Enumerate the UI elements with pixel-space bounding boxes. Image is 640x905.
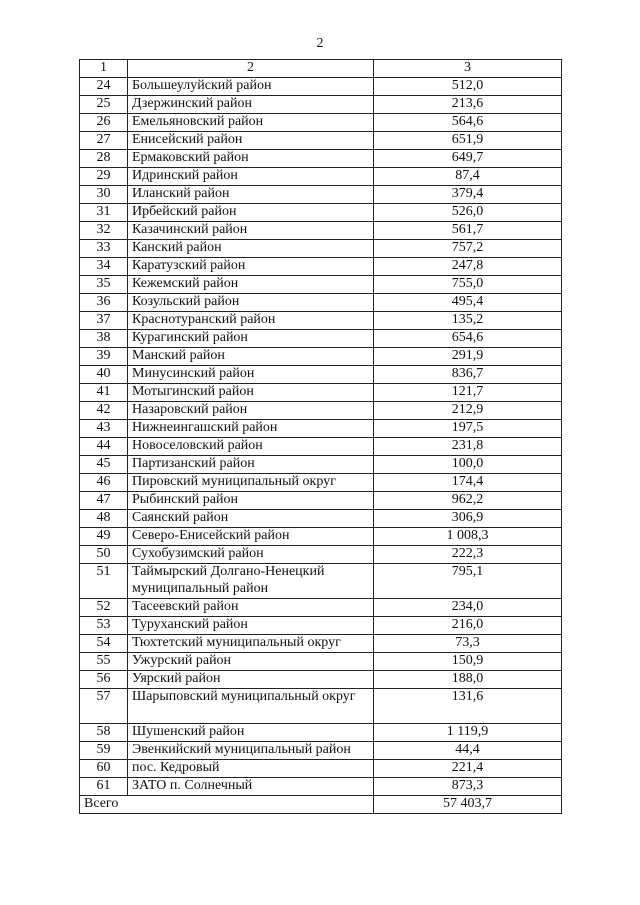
row-number: 60 [80, 760, 128, 778]
table-row [80, 96, 562, 114]
table-row [80, 384, 562, 402]
amount-value: 150,9 [374, 653, 562, 671]
table-row [80, 168, 562, 186]
amount-value: 512,0 [374, 78, 562, 96]
amount-value: 135,2 [374, 312, 562, 330]
row-number: 34 [80, 258, 128, 276]
amount-value: 495,4 [374, 294, 562, 312]
table-row [80, 438, 562, 456]
municipality-name: Рыбинский район [128, 492, 374, 510]
amount-value: 222,3 [374, 546, 562, 564]
municipality-name: Назаровский район [128, 402, 374, 420]
row-number: 45 [80, 456, 128, 474]
municipality-name: Тасеевский район [128, 599, 374, 617]
row-number: 52 [80, 599, 128, 617]
table-row [80, 528, 562, 546]
row-number: 42 [80, 402, 128, 420]
row-number: 39 [80, 348, 128, 366]
table-row [80, 348, 562, 366]
amount-value: 121,7 [374, 384, 562, 402]
amount-value: 755,0 [374, 276, 562, 294]
table-row [80, 671, 562, 689]
municipality-name: Енисейский район [128, 132, 374, 150]
municipality-name: Емельяновский район [128, 114, 374, 132]
municipality-name: ЗАТО п. Солнечный [128, 778, 374, 796]
municipality-name: Северо-Енисейский район [128, 528, 374, 546]
table-row [80, 132, 562, 150]
row-number: 51 [80, 564, 128, 599]
amount-value: 873,3 [374, 778, 562, 796]
row-number: 47 [80, 492, 128, 510]
amount-value: 291,9 [374, 348, 562, 366]
amount-value: 379,4 [374, 186, 562, 204]
municipality-name: Шушенский район [128, 724, 374, 742]
municipality-name: Уярский район [128, 671, 374, 689]
row-number: 44 [80, 438, 128, 456]
amount-value: 1 008,3 [374, 528, 562, 546]
municipality-name: Кежемский район [128, 276, 374, 294]
row-number: 40 [80, 366, 128, 384]
amount-value: 221,4 [374, 760, 562, 778]
table-row [80, 546, 562, 564]
amount-value: 654,6 [374, 330, 562, 348]
amount-value: 174,4 [374, 474, 562, 492]
amount-value: 212,9 [374, 402, 562, 420]
column-header-2: 2 [128, 60, 374, 78]
row-number: 25 [80, 96, 128, 114]
row-number: 30 [80, 186, 128, 204]
table-row [80, 599, 562, 617]
municipality-name: Курагинский район [128, 330, 374, 348]
table-row [80, 276, 562, 294]
amount-value: 1 119,9 [374, 724, 562, 742]
column-header-1: 1 [80, 60, 128, 78]
municipality-name: Большеулуйский район [128, 78, 374, 96]
municipality-name: Саянский район [128, 510, 374, 528]
amount-value: 231,8 [374, 438, 562, 456]
table-row [80, 742, 562, 760]
municipality-name: Тюхтетский муниципальный округ [128, 635, 374, 653]
municipality-name: Каратузский район [128, 258, 374, 276]
row-number: 27 [80, 132, 128, 150]
table-row [80, 724, 562, 742]
row-number: 46 [80, 474, 128, 492]
municipality-name: Нижнеингашский район [128, 420, 374, 438]
table-row [80, 222, 562, 240]
table-row [80, 294, 562, 312]
table-row [80, 366, 562, 384]
municipality-name: Шарыповский муниципальный округ [128, 689, 374, 724]
amount-value: 561,7 [374, 222, 562, 240]
amount-value: 306,9 [374, 510, 562, 528]
table-row [80, 474, 562, 492]
row-number: 43 [80, 420, 128, 438]
table-row [80, 150, 562, 168]
table-row [80, 258, 562, 276]
municipality-name: Ермаковский район [128, 150, 374, 168]
row-number: 58 [80, 724, 128, 742]
table-row [80, 617, 562, 635]
row-number: 50 [80, 546, 128, 564]
table-row [80, 456, 562, 474]
row-number: 38 [80, 330, 128, 348]
municipality-name: Ужурский район [128, 653, 374, 671]
row-number: 55 [80, 653, 128, 671]
municipality-name: Таймырский Долгано-Ненецкий муниципальный район [128, 564, 374, 599]
table-row [80, 689, 562, 724]
table-row [80, 114, 562, 132]
amount-value: 216,0 [374, 617, 562, 635]
row-number: 31 [80, 204, 128, 222]
municipality-name: Козульский район [128, 294, 374, 312]
table-header-row [80, 60, 562, 78]
total-row [80, 796, 562, 814]
municipality-name: Канский район [128, 240, 374, 258]
municipality-name: Мотыгинский район [128, 384, 374, 402]
amount-value: 526,0 [374, 204, 562, 222]
row-number: 54 [80, 635, 128, 653]
municipality-name: Туруханский район [128, 617, 374, 635]
municipality-name: Дзержинский район [128, 96, 374, 114]
amount-value: 44,4 [374, 742, 562, 760]
amount-value: 649,7 [374, 150, 562, 168]
amount-value: 197,5 [374, 420, 562, 438]
amount-value: 234,0 [374, 599, 562, 617]
amount-value: 962,2 [374, 492, 562, 510]
municipality-name: Партизанский район [128, 456, 374, 474]
table-row [80, 402, 562, 420]
amount-value: 213,6 [374, 96, 562, 114]
row-number: 26 [80, 114, 128, 132]
amount-value: 188,0 [374, 671, 562, 689]
row-number: 33 [80, 240, 128, 258]
row-number: 28 [80, 150, 128, 168]
row-number: 29 [80, 168, 128, 186]
table-row [80, 635, 562, 653]
total-value: 57 403,7 [374, 796, 562, 814]
municipality-name: Краснотуранский район [128, 312, 374, 330]
row-number: 59 [80, 742, 128, 760]
table-row [80, 312, 562, 330]
amount-value: 73,3 [374, 635, 562, 653]
amount-value: 87,4 [374, 168, 562, 186]
municipality-name: Иланский район [128, 186, 374, 204]
column-header-3: 3 [374, 60, 562, 78]
table-row [80, 240, 562, 258]
row-number: 53 [80, 617, 128, 635]
total-label: Всего [80, 796, 374, 814]
municipality-name: Минусинский район [128, 366, 374, 384]
table-row [80, 420, 562, 438]
municipality-name: Пировский муниципальный округ [128, 474, 374, 492]
amount-value: 836,7 [374, 366, 562, 384]
municipality-name: пос. Кедровый [128, 760, 374, 778]
row-number: 37 [80, 312, 128, 330]
amount-value: 564,6 [374, 114, 562, 132]
table-row [80, 492, 562, 510]
row-number: 61 [80, 778, 128, 796]
municipality-name: Новоселовский район [128, 438, 374, 456]
municipality-name: Манский район [128, 348, 374, 366]
table-row [80, 330, 562, 348]
table-row [80, 186, 562, 204]
table-row [80, 653, 562, 671]
municipality-name: Идринский район [128, 168, 374, 186]
municipality-name: Сухобузимский район [128, 546, 374, 564]
municipality-name: Ирбейский район [128, 204, 374, 222]
row-number: 24 [80, 78, 128, 96]
amount-value: 651,9 [374, 132, 562, 150]
page-number: 2 [316, 36, 324, 51]
table-row [80, 564, 562, 599]
table-row [80, 204, 562, 222]
row-number: 49 [80, 528, 128, 546]
table-row [80, 778, 562, 796]
table-row [80, 510, 562, 528]
amount-value: 131,6 [374, 689, 562, 724]
row-number: 57 [80, 689, 128, 724]
municipality-name: Казачинский район [128, 222, 374, 240]
row-number: 35 [80, 276, 128, 294]
table-row [80, 760, 562, 778]
amount-value: 100,0 [374, 456, 562, 474]
municipality-name: Эвенкийский муниципальный район [128, 742, 374, 760]
table-body [80, 60, 562, 814]
amount-value: 247,8 [374, 258, 562, 276]
row-number: 36 [80, 294, 128, 312]
row-number: 41 [80, 384, 128, 402]
allocation-table [79, 59, 562, 814]
row-number: 48 [80, 510, 128, 528]
table-row [80, 78, 562, 96]
amount-value: 795,1 [374, 564, 562, 599]
amount-value: 757,2 [374, 240, 562, 258]
row-number: 56 [80, 671, 128, 689]
row-number: 32 [80, 222, 128, 240]
